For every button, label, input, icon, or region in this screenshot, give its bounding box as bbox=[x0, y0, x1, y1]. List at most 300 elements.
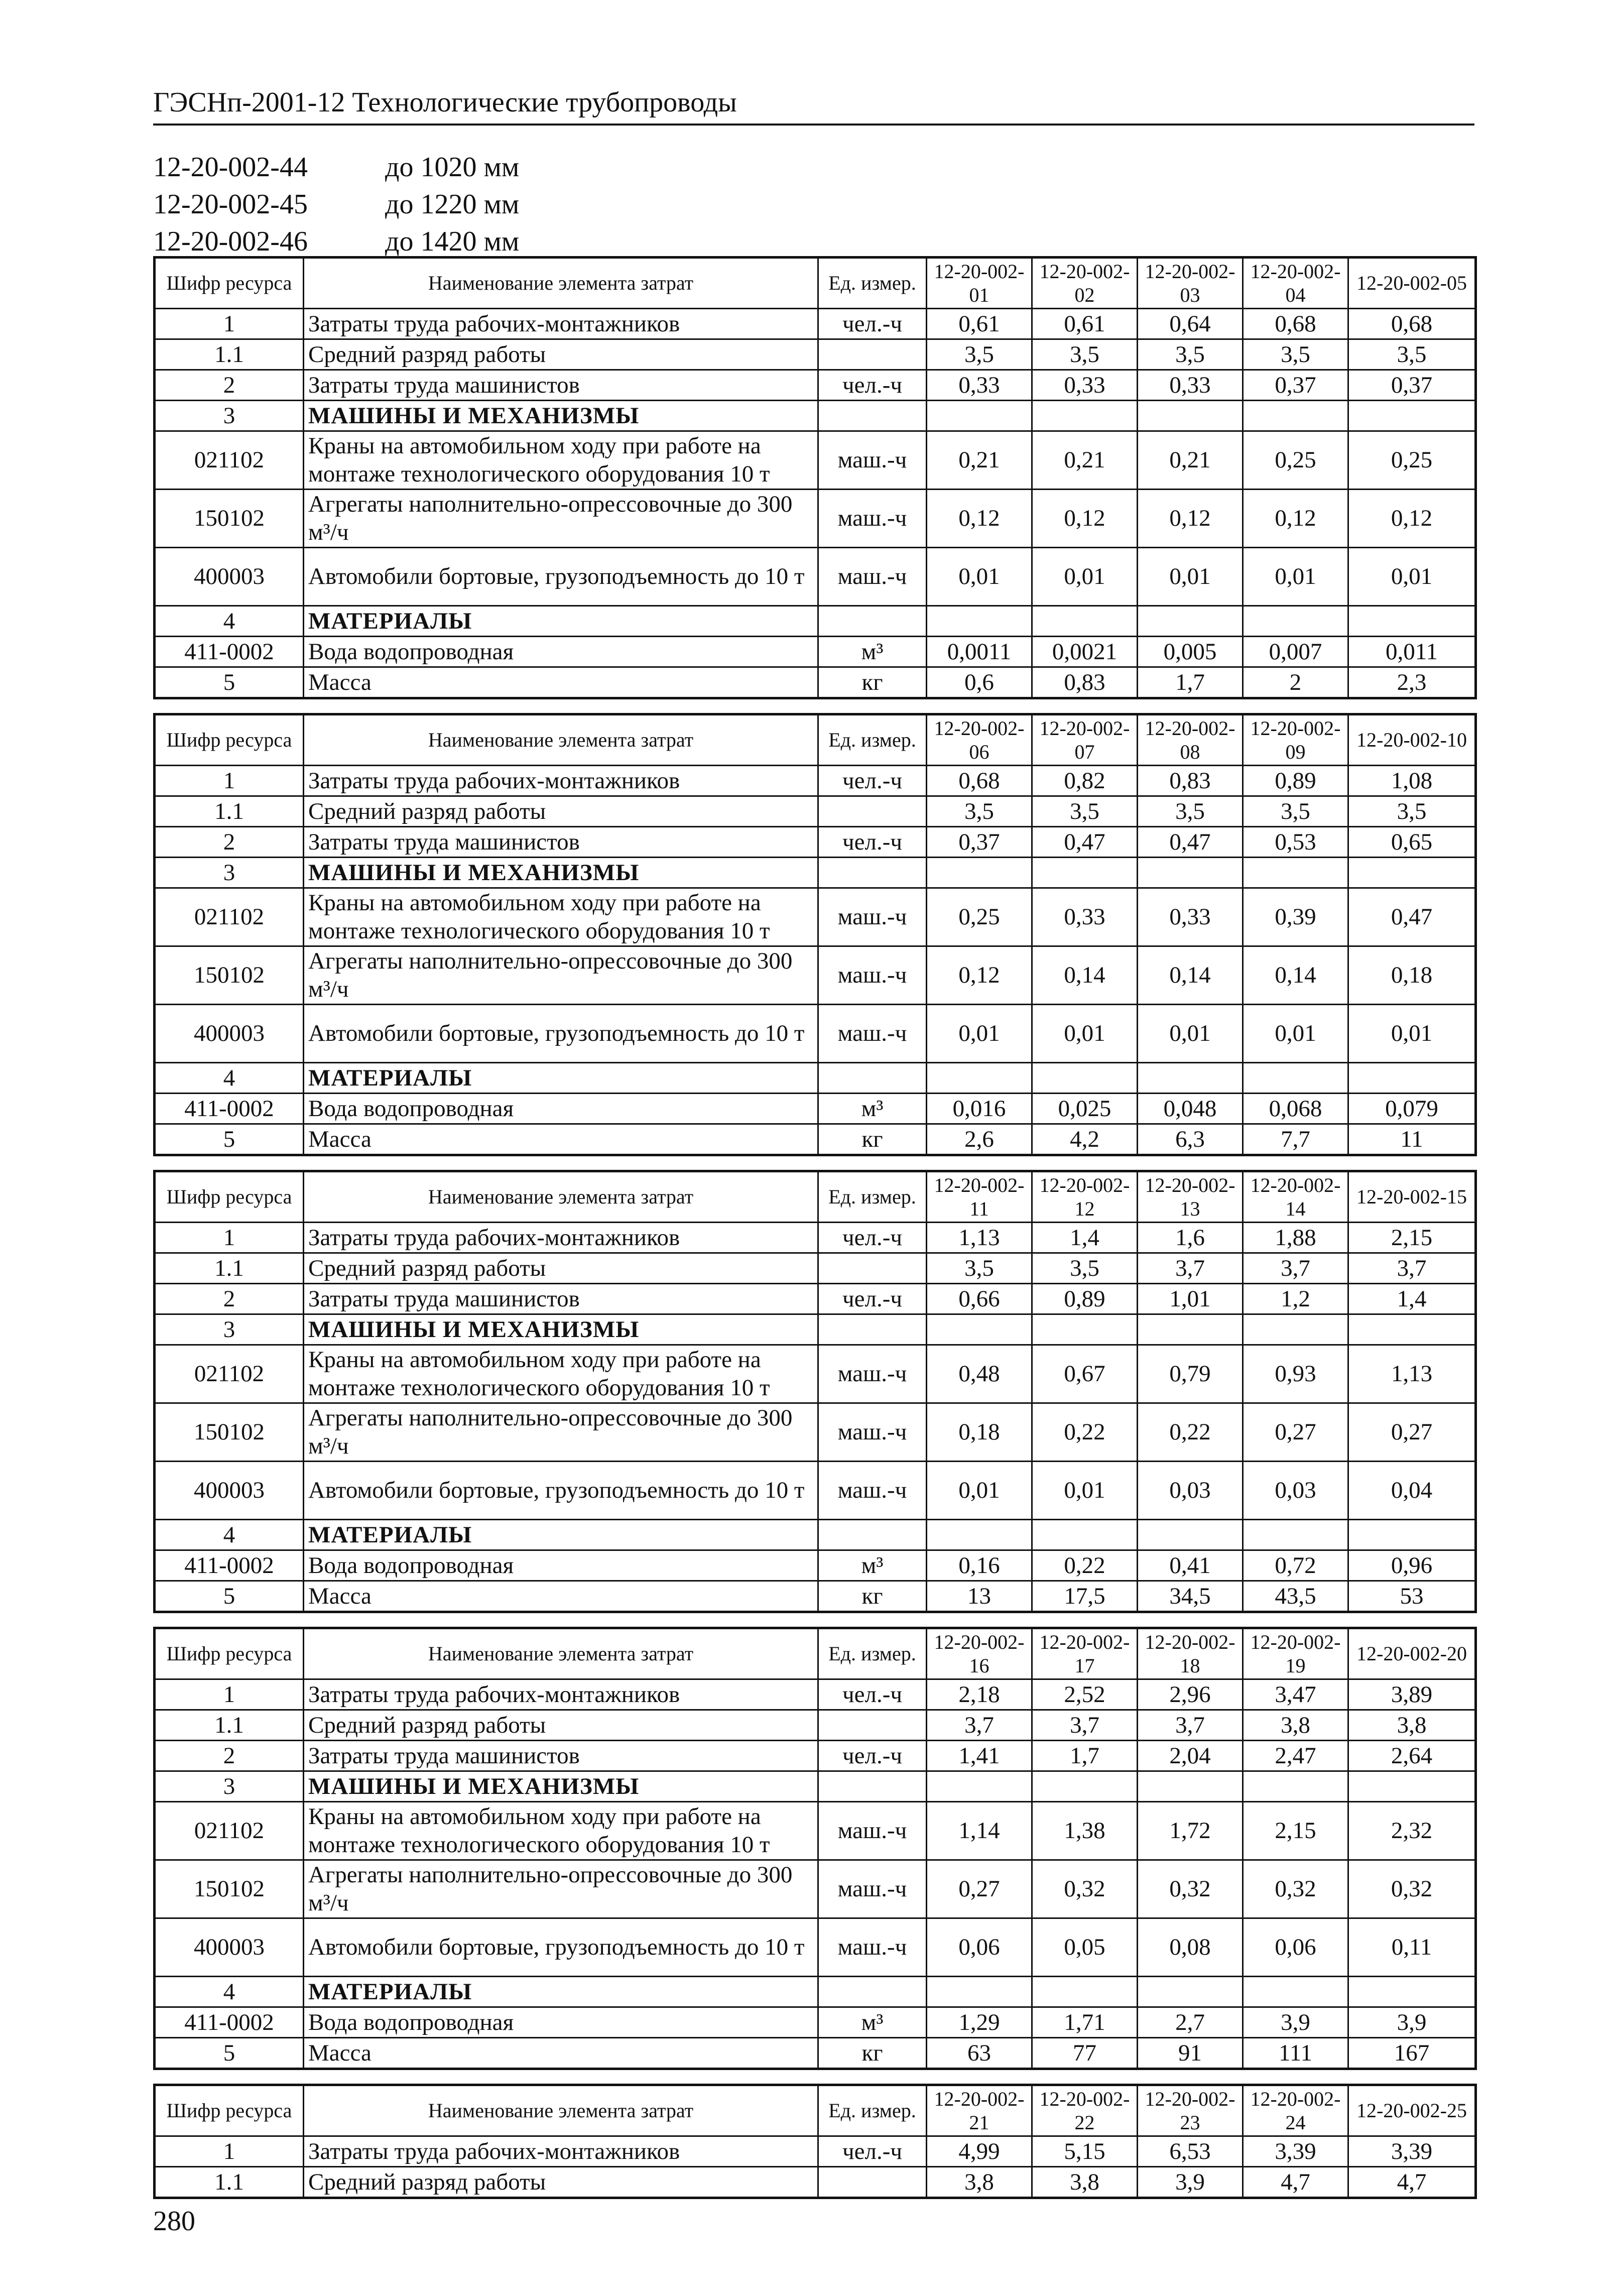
unit: маш.-ч bbox=[818, 1860, 927, 1918]
section-title: МАТЕРИАЛЫ bbox=[304, 1063, 818, 1094]
value-cell: 3,8 bbox=[1032, 2167, 1138, 2198]
value-cell bbox=[1348, 858, 1476, 888]
resource-code: 150102 bbox=[155, 1403, 304, 1462]
value-cell: 0,007 bbox=[1243, 637, 1348, 667]
value-cell: 3,8 bbox=[1243, 1710, 1348, 1741]
value-cell: 0,66 bbox=[927, 1284, 1032, 1314]
resource-code: 1 bbox=[155, 766, 304, 796]
unit: кг bbox=[818, 667, 927, 698]
page-number: 280 bbox=[153, 2206, 195, 2237]
cost-element-name: Затраты труда машинистов bbox=[304, 827, 818, 858]
value-cell: 1,38 bbox=[1032, 1802, 1138, 1860]
resource-code: 1.1 bbox=[155, 796, 304, 827]
resource-code: 400003 bbox=[155, 1462, 304, 1520]
value-cell bbox=[1348, 1520, 1476, 1550]
header-norm-code: 12-20-002-21 bbox=[927, 2085, 1032, 2136]
header-norm-code: 12-20-002-23 bbox=[1138, 2085, 1243, 2136]
value-cell bbox=[927, 1771, 1032, 1802]
norm-code-description: до 1220 мм bbox=[385, 189, 520, 220]
table-row bbox=[155, 1550, 1476, 1581]
unit bbox=[818, 2167, 927, 2198]
value-cell: 0,21 bbox=[1032, 431, 1138, 490]
value-cell: 0,048 bbox=[1138, 1094, 1243, 1124]
value-cell: 3,39 bbox=[1243, 2136, 1348, 2167]
value-cell: 0,12 bbox=[1243, 490, 1348, 548]
resource-code: 021102 bbox=[155, 1345, 304, 1403]
value-cell bbox=[1348, 1314, 1476, 1345]
value-cell: 0,18 bbox=[1348, 946, 1476, 1005]
section-row bbox=[155, 1771, 1476, 1802]
value-cell: 2,96 bbox=[1138, 1679, 1243, 1710]
header-unit: Ед. измер. bbox=[818, 1628, 927, 1679]
cost-element-name: Масса bbox=[304, 1124, 818, 1155]
value-cell: 3,9 bbox=[1348, 2007, 1476, 2038]
unit: чел.-ч bbox=[818, 1679, 927, 1710]
value-cell: 3,47 bbox=[1243, 1679, 1348, 1710]
value-cell: 3,7 bbox=[1243, 1253, 1348, 1284]
value-cell bbox=[1032, 1063, 1138, 1094]
value-cell: 0,37 bbox=[1348, 370, 1476, 401]
value-cell bbox=[1138, 606, 1243, 637]
header-norm-code: 12-20-002-06 bbox=[927, 714, 1032, 766]
section-row bbox=[155, 858, 1476, 888]
table-row bbox=[155, 1094, 1476, 1124]
unit: маш.-ч bbox=[818, 946, 927, 1005]
value-cell: 0,016 bbox=[927, 1094, 1032, 1124]
resource-code: 021102 bbox=[155, 1802, 304, 1860]
page-title: ГЭСНп-2001-12 Технологические трубопроводы bbox=[153, 87, 737, 118]
value-cell: 3,5 bbox=[927, 339, 1032, 370]
unit bbox=[818, 858, 927, 888]
value-cell: 0,12 bbox=[927, 490, 1032, 548]
header-norm-code: 12-20-002-19 bbox=[1243, 1628, 1348, 1679]
value-cell bbox=[1032, 606, 1138, 637]
value-cell: 11 bbox=[1348, 1124, 1476, 1155]
value-cell: 3,5 bbox=[1348, 339, 1476, 370]
header-norm-code: 12-20-002-18 bbox=[1138, 1628, 1243, 1679]
value-cell: 0,04 bbox=[1348, 1462, 1476, 1520]
table-row bbox=[155, 2136, 1476, 2167]
unit: маш.-ч bbox=[818, 431, 927, 490]
resource-code: 4 bbox=[155, 1977, 304, 2007]
value-cell: 0,79 bbox=[1138, 1345, 1243, 1403]
value-cell: 0,03 bbox=[1243, 1462, 1348, 1520]
value-cell: 3,5 bbox=[927, 1253, 1032, 1284]
unit: чел.-ч bbox=[818, 766, 927, 796]
value-cell bbox=[1243, 1771, 1348, 1802]
value-cell: 2,18 bbox=[927, 1679, 1032, 1710]
norm-table bbox=[153, 256, 1477, 699]
norm-code-description: до 1020 мм bbox=[385, 152, 520, 183]
value-cell: 0,18 bbox=[927, 1403, 1032, 1462]
value-cell: 1,13 bbox=[1348, 1345, 1476, 1403]
resource-code: 1.1 bbox=[155, 1710, 304, 1741]
header-norm-code: 12-20-002-13 bbox=[1138, 1171, 1243, 1223]
section-row bbox=[155, 1314, 1476, 1345]
header-cost-element-name: Наименование элемента затрат bbox=[304, 258, 818, 309]
header-resource-code: Шифр ресурса bbox=[155, 1171, 304, 1223]
cost-element-name: Затраты труда рабочих-монтажников bbox=[304, 2136, 818, 2167]
norm-code-description: до 1420 мм bbox=[385, 226, 520, 257]
value-cell: 3,5 bbox=[1138, 796, 1243, 827]
cost-element-name: Краны на автомобильном ходу при работе на монтаже технологического оборудования 10 т bbox=[304, 431, 818, 490]
section-title: МАТЕРИАЛЫ bbox=[304, 606, 818, 637]
table-row bbox=[155, 1223, 1476, 1253]
header-norm-code: 12-20-002-24 bbox=[1243, 2085, 1348, 2136]
value-cell: 2,15 bbox=[1243, 1802, 1348, 1860]
value-cell: 0,83 bbox=[1138, 766, 1243, 796]
value-cell: 1,2 bbox=[1243, 1284, 1348, 1314]
value-cell: 17,5 bbox=[1032, 1581, 1138, 1612]
table-header-row bbox=[155, 2085, 1476, 2136]
unit: чел.-ч bbox=[818, 370, 927, 401]
header-norm-code: 12-20-002-10 bbox=[1348, 714, 1476, 766]
resource-code: 400003 bbox=[155, 1918, 304, 1977]
value-cell: 0,21 bbox=[927, 431, 1032, 490]
value-cell: 2,6 bbox=[927, 1124, 1032, 1155]
value-cell: 0,068 bbox=[1243, 1094, 1348, 1124]
table-row bbox=[155, 1284, 1476, 1314]
unit: маш.-ч bbox=[818, 888, 927, 946]
section-row bbox=[155, 1063, 1476, 1094]
value-cell: 3,5 bbox=[1032, 1253, 1138, 1284]
value-cell bbox=[1243, 606, 1348, 637]
value-cell: 4,2 bbox=[1032, 1124, 1138, 1155]
table-row bbox=[155, 667, 1476, 698]
value-cell: 0,08 bbox=[1138, 1918, 1243, 1977]
cost-element-name: Масса bbox=[304, 2038, 818, 2069]
value-cell: 0,68 bbox=[1243, 309, 1348, 339]
value-cell bbox=[1138, 401, 1243, 431]
table-row bbox=[155, 1005, 1476, 1063]
page-header bbox=[153, 88, 1474, 126]
value-cell: 0,01 bbox=[927, 548, 1032, 606]
unit bbox=[818, 1771, 927, 1802]
unit: маш.-ч bbox=[818, 1918, 927, 1977]
section-title: МАТЕРИАЛЫ bbox=[304, 1520, 818, 1550]
value-cell: 63 bbox=[927, 2038, 1032, 2069]
resource-code: 5 bbox=[155, 2038, 304, 2069]
value-cell: 1,7 bbox=[1138, 667, 1243, 698]
value-cell bbox=[1348, 401, 1476, 431]
value-cell bbox=[1138, 1977, 1243, 2007]
unit bbox=[818, 339, 927, 370]
value-cell: 91 bbox=[1138, 2038, 1243, 2069]
table-header-row bbox=[155, 1171, 1476, 1223]
value-cell: 0,14 bbox=[1032, 946, 1138, 1005]
norm-code: 12-20-002-45 bbox=[153, 189, 308, 220]
value-cell: 3,5 bbox=[1032, 796, 1138, 827]
value-cell: 0,33 bbox=[927, 370, 1032, 401]
value-cell: 0,01 bbox=[1032, 548, 1138, 606]
value-cell: 0,39 bbox=[1243, 888, 1348, 946]
table-row bbox=[155, 431, 1476, 490]
value-cell: 0,32 bbox=[1032, 1860, 1138, 1918]
cost-element-name: Средний разряд работы bbox=[304, 339, 818, 370]
value-cell: 0,01 bbox=[1348, 548, 1476, 606]
norm-table bbox=[153, 2084, 1477, 2199]
value-cell: 1,08 bbox=[1348, 766, 1476, 796]
resource-code: 5 bbox=[155, 667, 304, 698]
value-cell bbox=[1032, 1771, 1138, 1802]
value-cell: 0,25 bbox=[1243, 431, 1348, 490]
header-unit: Ед. измер. bbox=[818, 1171, 927, 1223]
cost-element-name: Масса bbox=[304, 667, 818, 698]
cost-element-name: Средний разряд работы bbox=[304, 1253, 818, 1284]
value-cell: 0,47 bbox=[1032, 827, 1138, 858]
cost-element-name: Средний разряд работы bbox=[304, 1710, 818, 1741]
unit bbox=[818, 401, 927, 431]
value-cell: 1,41 bbox=[927, 1741, 1032, 1771]
table-row bbox=[155, 796, 1476, 827]
table-row bbox=[155, 309, 1476, 339]
value-cell bbox=[1138, 1520, 1243, 1550]
cost-element-name: Затраты труда машинистов bbox=[304, 1741, 818, 1771]
table-row bbox=[155, 2007, 1476, 2038]
value-cell: 0,011 bbox=[1348, 637, 1476, 667]
header-norm-code: 12-20-002-07 bbox=[1032, 714, 1138, 766]
value-cell bbox=[1348, 1977, 1476, 2007]
unit: м³ bbox=[818, 1550, 927, 1581]
cost-element-name: Автомобили бортовые, грузоподъемность до 10 т bbox=[304, 548, 818, 606]
value-cell: 3,9 bbox=[1138, 2167, 1243, 2198]
value-cell: 2,04 bbox=[1138, 1741, 1243, 1771]
unit: чел.-ч bbox=[818, 1741, 927, 1771]
resource-code: 411-0002 bbox=[155, 637, 304, 667]
resource-code: 2 bbox=[155, 1741, 304, 1771]
unit: м³ bbox=[818, 637, 927, 667]
value-cell: 0,37 bbox=[927, 827, 1032, 858]
header-resource-code: Шифр ресурса bbox=[155, 2085, 304, 2136]
value-cell: 0,68 bbox=[927, 766, 1032, 796]
value-cell: 0,01 bbox=[1243, 1005, 1348, 1063]
value-cell bbox=[1032, 1520, 1138, 1550]
unit bbox=[818, 606, 927, 637]
value-cell: 0,025 bbox=[1032, 1094, 1138, 1124]
value-cell: 0,64 bbox=[1138, 309, 1243, 339]
section-title: МАШИНЫ И МЕХАНИЗМЫ bbox=[304, 858, 818, 888]
value-cell bbox=[1243, 1314, 1348, 1345]
cost-element-name: Краны на автомобильном ходу при работе на монтаже технологического оборудования 10 т bbox=[304, 1802, 818, 1860]
cost-element-name: Затраты труда машинистов bbox=[304, 370, 818, 401]
value-cell: 0,27 bbox=[1243, 1403, 1348, 1462]
value-cell: 1,7 bbox=[1032, 1741, 1138, 1771]
table-row bbox=[155, 1403, 1476, 1462]
value-cell: 3,5 bbox=[1348, 796, 1476, 827]
header-unit: Ед. измер. bbox=[818, 258, 927, 309]
value-cell bbox=[1243, 1063, 1348, 1094]
value-cell: 0,33 bbox=[1032, 888, 1138, 946]
value-cell: 2 bbox=[1243, 667, 1348, 698]
table-row bbox=[155, 1918, 1476, 1977]
table-row bbox=[155, 1124, 1476, 1155]
unit bbox=[818, 1314, 927, 1345]
value-cell: 1,6 bbox=[1138, 1223, 1243, 1253]
table-row bbox=[155, 339, 1476, 370]
value-cell: 3,7 bbox=[1138, 1253, 1243, 1284]
value-cell: 4,7 bbox=[1243, 2167, 1348, 2198]
unit bbox=[818, 1977, 927, 2007]
value-cell bbox=[1138, 1771, 1243, 1802]
header-cost-element-name: Наименование элемента затрат bbox=[304, 714, 818, 766]
unit: маш.-ч bbox=[818, 490, 927, 548]
value-cell: 0,61 bbox=[1032, 309, 1138, 339]
resource-code: 4 bbox=[155, 1520, 304, 1550]
value-cell: 3,89 bbox=[1348, 1679, 1476, 1710]
value-cell: 0,67 bbox=[1032, 1345, 1138, 1403]
value-cell: 0,0011 bbox=[927, 637, 1032, 667]
norm-table bbox=[153, 1627, 1477, 2070]
value-cell: 3,39 bbox=[1348, 2136, 1476, 2167]
value-cell: 0,48 bbox=[927, 1345, 1032, 1403]
norm-code: 12-20-002-46 bbox=[153, 226, 308, 257]
section-row bbox=[155, 606, 1476, 637]
unit: чел.-ч bbox=[818, 2136, 927, 2167]
header-unit: Ед. измер. bbox=[818, 2085, 927, 2136]
value-cell: 0,25 bbox=[927, 888, 1032, 946]
value-cell: 0,14 bbox=[1138, 946, 1243, 1005]
section-row bbox=[155, 1520, 1476, 1550]
resource-code: 021102 bbox=[155, 888, 304, 946]
cost-element-name: Агрегаты наполнительно-опрессовочные до 300 м³/ч bbox=[304, 490, 818, 548]
resource-code: 5 bbox=[155, 1124, 304, 1155]
cost-element-name: Автомобили бортовые, грузоподъемность до 10 т bbox=[304, 1462, 818, 1520]
table-row bbox=[155, 370, 1476, 401]
value-cell: 2,15 bbox=[1348, 1223, 1476, 1253]
value-cell: 0,47 bbox=[1348, 888, 1476, 946]
header-norm-code: 12-20-002-12 bbox=[1032, 1171, 1138, 1223]
resource-code: 4 bbox=[155, 1063, 304, 1094]
unit bbox=[818, 1063, 927, 1094]
table-row bbox=[155, 1679, 1476, 1710]
value-cell: 1,14 bbox=[927, 1802, 1032, 1860]
cost-element-name: Затраты труда рабочих-монтажников bbox=[304, 1679, 818, 1710]
resource-code: 400003 bbox=[155, 1005, 304, 1063]
resource-code: 5 bbox=[155, 1581, 304, 1612]
resource-code: 2 bbox=[155, 827, 304, 858]
norm-tables bbox=[153, 256, 1474, 2199]
unit: кг bbox=[818, 1124, 927, 1155]
section-title: МАТЕРИАЛЫ bbox=[304, 1977, 818, 2007]
cost-element-name: Затраты труда рабочих-монтажников bbox=[304, 1223, 818, 1253]
value-cell: 7,7 bbox=[1243, 1124, 1348, 1155]
value-cell: 0,079 bbox=[1348, 1094, 1476, 1124]
value-cell: 0,93 bbox=[1243, 1345, 1348, 1403]
resource-code: 3 bbox=[155, 1771, 304, 1802]
table-row bbox=[155, 548, 1476, 606]
header-norm-code: 12-20-002-08 bbox=[1138, 714, 1243, 766]
resource-code: 1 bbox=[155, 1223, 304, 1253]
value-cell: 6,53 bbox=[1138, 2136, 1243, 2167]
unit: чел.-ч bbox=[818, 827, 927, 858]
resource-code: 150102 bbox=[155, 490, 304, 548]
value-cell: 6,3 bbox=[1138, 1124, 1243, 1155]
table-row bbox=[155, 1860, 1476, 1918]
value-cell: 34,5 bbox=[1138, 1581, 1243, 1612]
value-cell bbox=[1032, 1314, 1138, 1345]
value-cell bbox=[1243, 401, 1348, 431]
cost-element-name: Автомобили бортовые, грузоподъемность до 10 т bbox=[304, 1005, 818, 1063]
cost-element-name: Агрегаты наполнительно-опрессовочные до 300 м³/ч bbox=[304, 1860, 818, 1918]
unit: маш.-ч bbox=[818, 1403, 927, 1462]
value-cell: 0,005 bbox=[1138, 637, 1243, 667]
value-cell: 0,06 bbox=[927, 1918, 1032, 1977]
value-cell: 0,12 bbox=[1032, 490, 1138, 548]
resource-code: 3 bbox=[155, 401, 304, 431]
value-cell bbox=[1348, 1063, 1476, 1094]
value-cell: 0,27 bbox=[1348, 1403, 1476, 1462]
table-row bbox=[155, 2038, 1476, 2069]
resource-code: 1.1 bbox=[155, 1253, 304, 1284]
value-cell: 3,8 bbox=[1348, 1710, 1476, 1741]
table-row bbox=[155, 637, 1476, 667]
header-norm-code: 12-20-002-03 bbox=[1138, 258, 1243, 309]
resource-code: 411-0002 bbox=[155, 1550, 304, 1581]
resource-code: 021102 bbox=[155, 431, 304, 490]
section-title: МАШИНЫ И МЕХАНИЗМЫ bbox=[304, 401, 818, 431]
table-row bbox=[155, 1581, 1476, 1612]
resource-code: 3 bbox=[155, 858, 304, 888]
table-header-row bbox=[155, 1628, 1476, 1679]
header-norm-code: 12-20-002-02 bbox=[1032, 258, 1138, 309]
value-cell: 0,01 bbox=[927, 1462, 1032, 1520]
value-cell: 167 bbox=[1348, 2038, 1476, 2069]
header-norm-code: 12-20-002-22 bbox=[1032, 2085, 1138, 2136]
table-row bbox=[155, 1253, 1476, 1284]
value-cell: 0,61 bbox=[927, 309, 1032, 339]
value-cell: 1,13 bbox=[927, 1223, 1032, 1253]
cost-element-name: Краны на автомобильном ходу при работе на монтаже технологического оборудования 10 т bbox=[304, 888, 818, 946]
cost-element-name: Средний разряд работы bbox=[304, 2167, 818, 2198]
value-cell: 0,11 bbox=[1348, 1918, 1476, 1977]
section-title: МАШИНЫ И МЕХАНИЗМЫ bbox=[304, 1771, 818, 1802]
value-cell: 1,29 bbox=[927, 2007, 1032, 2038]
table-row bbox=[155, 1710, 1476, 1741]
value-cell: 1,71 bbox=[1032, 2007, 1138, 2038]
value-cell: 0,32 bbox=[1243, 1860, 1348, 1918]
value-cell: 0,01 bbox=[1243, 548, 1348, 606]
header-norm-code: 12-20-002-11 bbox=[927, 1171, 1032, 1223]
resource-code: 3 bbox=[155, 1314, 304, 1345]
value-cell bbox=[1138, 858, 1243, 888]
value-cell: 2,64 bbox=[1348, 1741, 1476, 1771]
resource-code: 400003 bbox=[155, 548, 304, 606]
value-cell: 0,12 bbox=[1348, 490, 1476, 548]
value-cell: 1,72 bbox=[1138, 1802, 1243, 1860]
value-cell: 2,3 bbox=[1348, 667, 1476, 698]
header-norm-code: 12-20-002-09 bbox=[1243, 714, 1348, 766]
value-cell: 0,33 bbox=[1138, 888, 1243, 946]
value-cell: 0,06 bbox=[1243, 1918, 1348, 1977]
value-cell: 0,0021 bbox=[1032, 637, 1138, 667]
value-cell: 1,4 bbox=[1348, 1284, 1476, 1314]
unit: маш.-ч bbox=[818, 1462, 927, 1520]
value-cell: 0,47 bbox=[1138, 827, 1243, 858]
cost-element-name: Затраты труда рабочих-монтажников bbox=[304, 309, 818, 339]
cost-element-name: Вода водопроводная bbox=[304, 637, 818, 667]
norm-code: 12-20-002-44 bbox=[153, 152, 308, 183]
value-cell bbox=[1032, 1977, 1138, 2007]
value-cell: 0,33 bbox=[1032, 370, 1138, 401]
value-cell: 2,47 bbox=[1243, 1741, 1348, 1771]
table-row bbox=[155, 1345, 1476, 1403]
value-cell: 0,32 bbox=[1138, 1860, 1243, 1918]
value-cell: 77 bbox=[1032, 2038, 1138, 2069]
cost-element-name: Масса bbox=[304, 1581, 818, 1612]
resource-code: 2 bbox=[155, 1284, 304, 1314]
header-norm-code: 12-20-002-04 bbox=[1243, 258, 1348, 309]
value-cell: 4,7 bbox=[1348, 2167, 1476, 2198]
